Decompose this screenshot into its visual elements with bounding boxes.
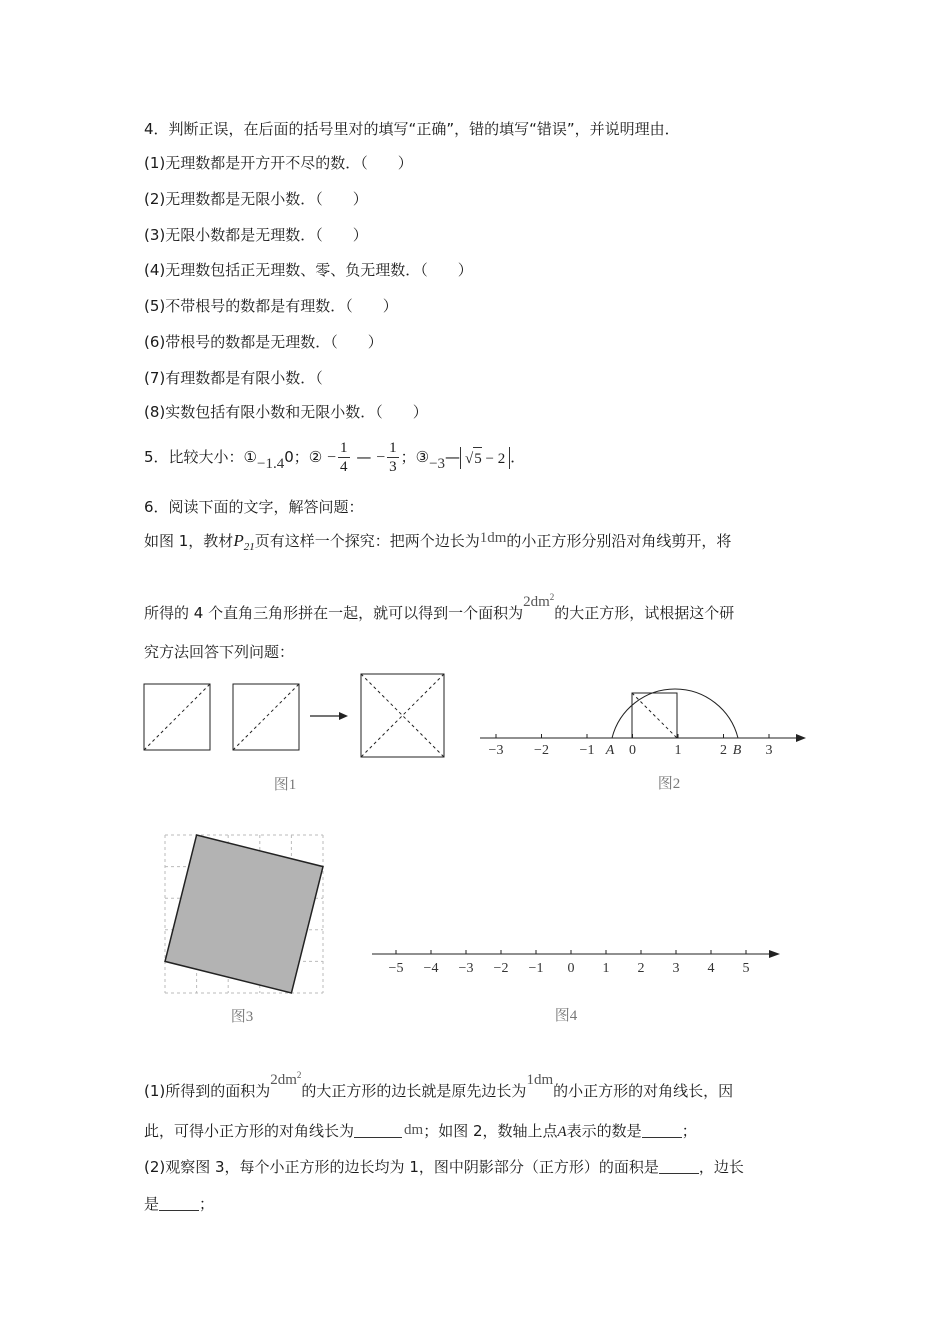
q6-p1c: 的小正方形分别沿对角线剪开，将 [506,532,732,550]
q6-s2-unit: dm [404,1122,424,1138]
q5-end: ． [510,448,526,466]
figure-3 [160,830,330,1030]
q5-frac2-num: 1 [389,440,397,456]
q6-unit2-sup: 2 [549,592,555,602]
fig1-big-square [361,674,444,757]
fig4-tick-label: 4 [707,961,715,976]
q6-stem: 6．阅读下面的文字，解答问题： [144,498,364,516]
q6-s3b: ，边长 [698,1158,744,1176]
q5-a1: −1.4 [257,456,285,472]
figure-2 [476,655,816,800]
q5-sqrt-num: 5 [473,447,482,470]
q6-s4b: ； [199,1195,215,1213]
fig4-tick-label: 0 [567,961,575,976]
q5-frac1 [338,439,350,476]
q6-s2c: 表示的数是 [566,1122,642,1140]
blank-side-length[interactable] [159,1196,199,1211]
fig1-arrow [310,712,348,720]
fig1-caption: 图1 [273,777,297,793]
q6-p1a: 如图 1，教材 [144,532,234,550]
q6-s1a: (1)所得到的面积为 [144,1082,271,1100]
q5-label: 5．比较大小：① [144,448,257,466]
fig4-tick-label: −1 [528,961,544,976]
fig2-point-B: B [732,743,742,758]
q6-sub2-line1 [144,1156,744,1177]
figure-1 [138,668,458,798]
blank-shaded-area[interactable] [659,1159,699,1174]
q6-s1c: 的小正方形的对角线长，因 [553,1082,734,1100]
fig2-axis-arrow [796,734,806,742]
q6-s1b: 的大正方形的边长就是原先边长为 [301,1082,527,1100]
q5-frac2-den: 3 [389,459,397,475]
q6-para3: 究方法回答下列问题： [144,643,295,661]
q6-s3a: (2)观察图 3，每个小正方形的边长均为 1，图中阴影部分（正方形）的面积是 [144,1158,659,1176]
figure-4 [368,938,788,1030]
q5-frac1-num: 1 [340,440,348,456]
fig2-tick-label: −1 [579,743,595,758]
q5-line [144,437,525,477]
fig2-caption: 图2 [657,776,681,792]
blank-diagonal-length[interactable] [354,1123,402,1138]
q6-s1-unit: 2dm [270,1072,297,1088]
fig4-tick-label: 5 [742,961,750,976]
q6-s4a: 是 [144,1195,160,1213]
q5-abs: √5 − 2 [460,447,510,469]
fig2-tick-label: 3 [765,743,773,758]
q4-stem: 4．判断正误，在后面的括号里对的填写“正确”，错的填写“错误”，并说明理由． [144,120,680,138]
q6-para2 [144,592,734,623]
q4-item-7: (7)有理数都是有限小数．（ [144,369,323,387]
q5-a2: 0；② [284,448,323,466]
q6-p2b: 的大正方形，试根据这个研 [554,604,735,622]
fig2-point-A: A [605,743,615,758]
fig4-tick-label: −2 [493,961,509,976]
q5-minus2: − 2 [481,450,506,467]
q6-s1-unit2: 1dm [526,1072,554,1088]
fig4-axis-arrow [769,950,780,958]
q6-s2d: ； [681,1122,697,1140]
fig4-tick-label: 1 [602,961,610,976]
q4-item-5: (5)不带根号的数都是有理数．（ ） [144,297,398,315]
q6-p1-P: P [233,531,244,550]
fig3-caption: 图3 [230,1009,254,1025]
q5-dash2: — [445,448,461,466]
q5-neg1: − [327,449,337,466]
q6-s2a: 此，可得小正方形的对角线长为 [144,1122,355,1140]
fig4-tick-label: −4 [423,961,439,976]
fig2-tick-label: 1 [674,743,682,758]
fig4-tick-label: −5 [388,961,404,976]
fig3-shaded-square [165,835,323,993]
q6-s2b: ；如图 2，数轴上点 [423,1122,558,1140]
q6-sub2-line2 [144,1193,214,1214]
fig2-tick-label: 2 [720,743,727,758]
q6-p1b: 页有这样一个探究：把两个边长为 [254,532,480,550]
q6-p2a: 所得的 4 个直角三角形拼在一起，就可以得到一个面积为 [144,604,524,622]
q6-para1 [144,530,731,553]
q6-unit2: 2dm [523,594,550,610]
q6-s2-A: A [557,1124,567,1140]
q4-item-3: (3)无限小数都是无理数．（ ） [144,226,368,244]
q5-neg2: − [376,449,386,466]
q4-item-4: (4)无理数包括正无理数、零、负无理数．（ ） [144,261,473,279]
q4-item-6: (6)带根号的数都是无理数．（ ） [144,333,383,351]
fig4-tick-label: −3 [458,961,474,976]
q6-p1-Psub: 21 [243,541,255,553]
fig4-tick-label: 2 [637,961,645,976]
q5-sep: ；③ [400,448,430,466]
fig1-square-2 [233,684,299,750]
fig2-arc [612,689,738,738]
fig1-square-1 [144,684,210,750]
fig2-tick-label: 0 [629,743,636,758]
blank-point-A[interactable] [642,1123,682,1138]
q6-unit1: 1dm [479,530,507,546]
q6-sub1-line1 [144,1070,733,1101]
fig4-tick-label: 3 [672,961,680,976]
q5-dash: — [356,448,372,466]
fig2-tick-label: −3 [488,743,504,758]
fig4-caption: 图4 [554,1008,578,1024]
q5-frac2 [387,439,399,476]
q4-item-8: (8)实数包括有限小数和无限小数．（ ） [144,403,428,421]
q6-s1-unit-sup: 2 [296,1070,302,1080]
q6-sub1-line2 [144,1120,697,1141]
q4-item-2: (2)无理数都是无限小数．（ ） [144,190,368,208]
q5-c1: −3 [429,456,446,472]
fig2-tick-label: −2 [534,743,549,758]
q4-item-1: (1)无理数都是开方开不尽的数．（ ） [144,154,413,172]
q5-frac1-den: 4 [340,459,348,475]
